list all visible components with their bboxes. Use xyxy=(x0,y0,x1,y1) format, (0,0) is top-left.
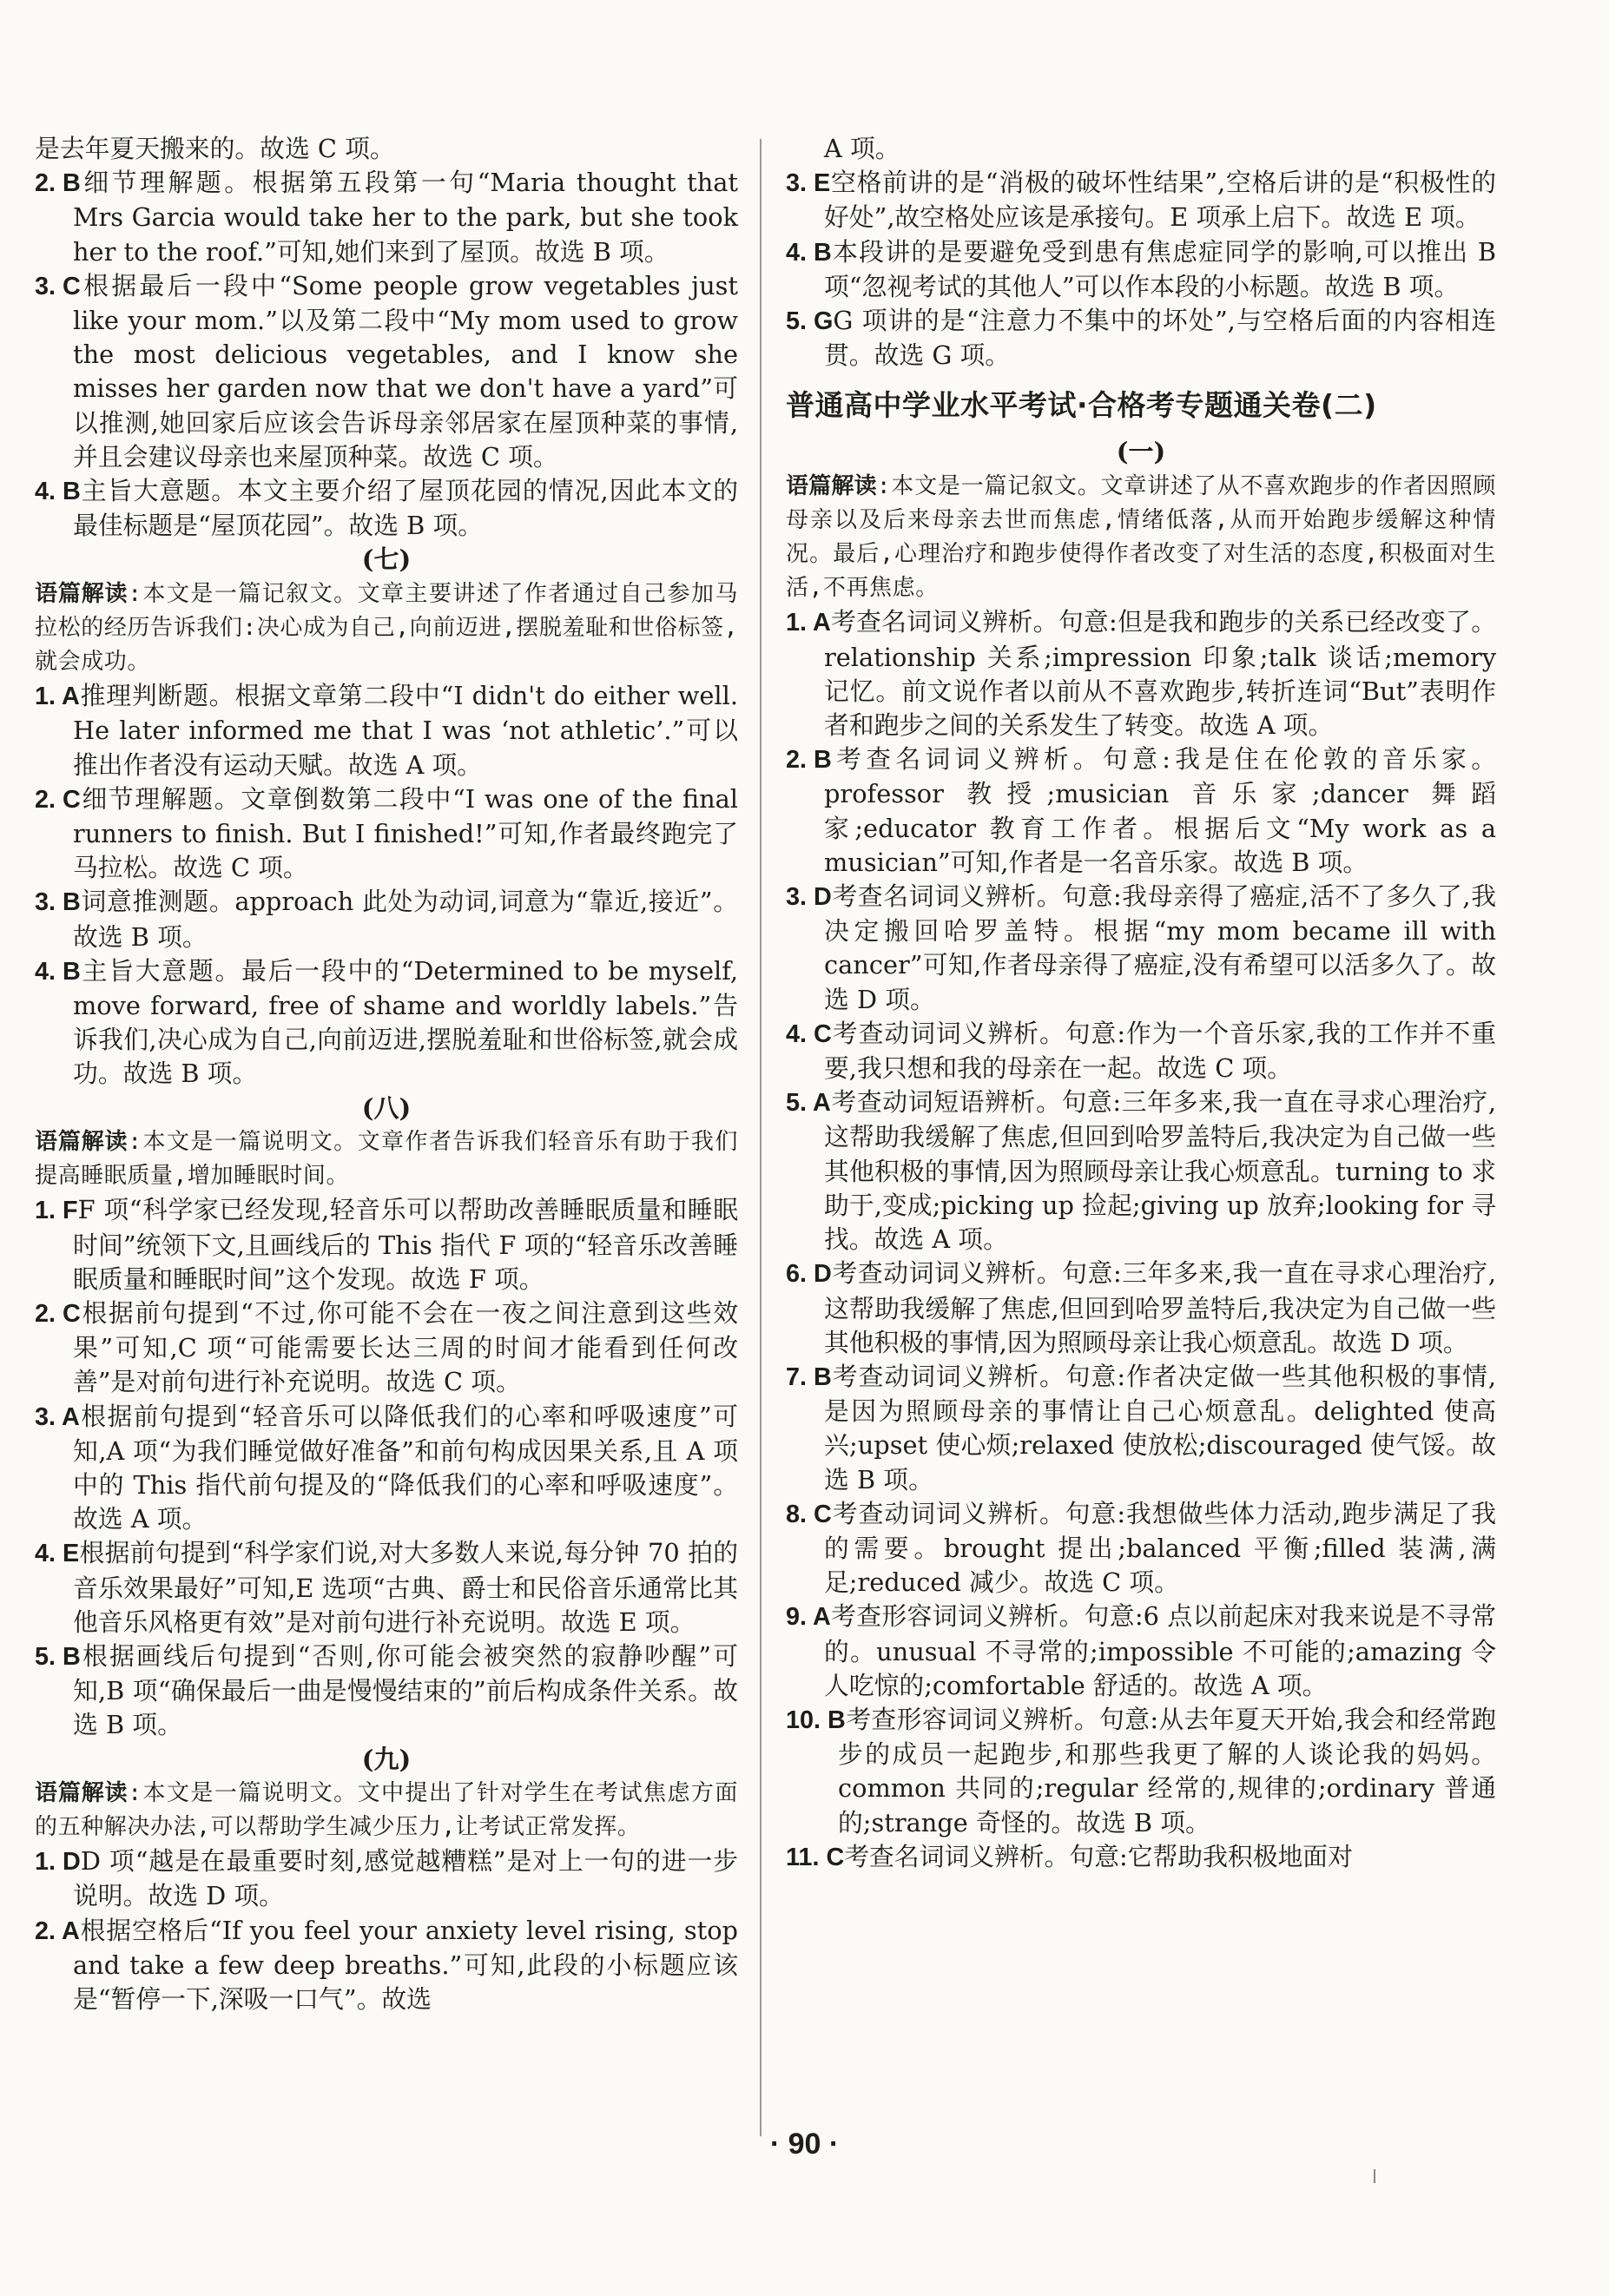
answer-text: D 项“越是在最重要时刻,感觉越糟糕”是对上一句的进一步说明。故选 D 项。 xyxy=(73,1846,738,1911)
answer-item xyxy=(35,474,738,543)
answer-item xyxy=(35,1193,738,1296)
intro-label: 语篇解读 xyxy=(786,472,877,499)
answer-text: 细节理解题。根据第五段第一句“Maria thought that Mrs Garcia would take her to the park, but she took her to the roof.”可知,她们来到了屋顶。故选 B 项。 xyxy=(73,168,738,267)
intro-label: 语篇解读 xyxy=(35,1779,129,1806)
section-heading: (九) xyxy=(361,1744,412,1774)
answer-item xyxy=(786,1085,1496,1257)
scan-mark xyxy=(1374,2169,1375,2183)
answer-item xyxy=(35,269,738,474)
answer-number: 4. B xyxy=(35,957,81,986)
answer-item xyxy=(35,954,738,1092)
section-heading: (八) xyxy=(361,1092,412,1123)
passage-intro xyxy=(35,1777,738,1844)
answer-item xyxy=(35,1914,738,2017)
continuation-text: 是去年夏天搬来的。故选 C 项。 xyxy=(35,134,395,163)
answer-number: 3. D xyxy=(786,883,832,912)
answer-number: 3. B xyxy=(35,888,81,917)
answer-number: 2. A xyxy=(35,1917,80,1945)
intro-text: :本文是一篇说明文。文章作者告诉我们轻音乐有助于我们提高睡眠质量,增加睡眠时间。 xyxy=(35,1128,738,1190)
answer-number: 3. C xyxy=(35,272,81,300)
answer-text: 考查名词词义辨析。句意:我是住在伦敦的音乐家。professor 教授;musician 音乐家;dancer 舞蹈家;educator 教育工作者。根据后文“My work as a musician”可知,作者是一名音乐家。故选 B 项。 xyxy=(824,744,1496,877)
answer-item xyxy=(35,1400,738,1537)
answer-number: 5. G xyxy=(786,307,834,336)
answer-item xyxy=(786,1703,1496,1840)
answer-text: G 项讲的是“注意力不集中的坏处”,与空格后面的内容相连贯。故选 G 项。 xyxy=(824,306,1496,371)
answer-number: 4. C xyxy=(786,1019,832,1048)
section-heading: (七) xyxy=(361,544,412,575)
answer-item xyxy=(35,782,738,886)
answer-number: 1. A xyxy=(35,683,80,711)
answer-item xyxy=(35,1844,738,1913)
answer-item xyxy=(35,679,738,782)
answer-item xyxy=(786,1017,1496,1085)
answer-text: F 项“科学家已经发现,轻音乐可以帮助改善睡眠质量和睡眠时间”统领下文,且画线后的 This 指代 F 项的“轻音乐改善睡眠质量和睡眠时间”这个发现。故选 F 项。 xyxy=(73,1195,738,1294)
passage-intro xyxy=(35,577,738,680)
answer-number: 1. A xyxy=(786,609,831,637)
answer-text: 细节理解题。文章倒数第二段中“I was one of the final runners to finish. But I finished!”可知,作者最终跑完了马拉松。故选 C 项。 xyxy=(73,783,738,883)
answer-number: 7. B xyxy=(786,1362,832,1391)
answer-text: 考查动词词义辨析。句意:作者决定做一些其他积极的事情,是因为照顾母亲的事情让自己心烦意乱。delighted 使高兴;upset 使心烦;relaxed 使放松;discouraged 使气馁。故选 B 项。 xyxy=(824,1361,1496,1494)
answer-number: 4. B xyxy=(786,238,832,267)
intro-text: :本文是一篇记叙文。文章讲述了从不喜欢跑步的作者因照顾母亲以及后来母亲去世而焦虑,情绪低落,从而开始跑步缓解这种情况。最后,心理治疗和跑步使得作者改变了对生活的态度,积极面对生活,不再焦虑。 xyxy=(786,472,1496,602)
answer-number: 5. A xyxy=(786,1089,831,1118)
left-column xyxy=(35,132,738,2016)
answer-number: 5. B xyxy=(35,1642,81,1671)
answer-text: 词意推测题。approach 此处为动词,词意为“靠近,接近”。故选 B 项。 xyxy=(73,887,738,952)
answer-item xyxy=(35,166,738,269)
answer-text: 根据前句提到“轻音乐可以降低我们的心率和呼吸速度”可知,A 项“为我们睡觉做好准备”和前句构成因果关系,且 A 项中的 This 指代前句提及的“降低我们的心率和呼吸速度”。故选 A 项。 xyxy=(73,1401,738,1534)
answer-text: 根据最后一段中“Some people grow vegetables just like your mom.”以及第二段中“My mom used to grow the most delicious vegetables, and I know she misses her garden now that we don't have a yard”可以推测,她回家后应该会告诉母亲邻居家在屋顶种菜的事情,并且会建议母亲也来屋顶种菜。故选 C 项。 xyxy=(73,270,738,472)
answer-number: 4. E xyxy=(35,1540,80,1568)
answer-item xyxy=(786,1257,1496,1360)
answer-item xyxy=(786,1840,1496,1875)
answer-number: 3. E xyxy=(786,169,831,198)
answer-text: 考查动词词义辨析。句意:我想做些体力活动,跑步满足了我的需要。brought 提出;balanced 平衡;filled 装满,满足;reduced 减少。故选 C 项。 xyxy=(824,1498,1496,1598)
answer-text: 根据前句提到“科学家们说,对大多数人来说,每分钟 70 拍的音乐效果最好”可知,E 选项“古典、爵士和民俗音乐通常比其他音乐风格更有效”是对前句进行补充说明。故选 E 项。 xyxy=(73,1538,738,1637)
answer-item xyxy=(786,880,1496,1017)
answer-item xyxy=(35,1536,738,1640)
continuation-text: A 项。 xyxy=(824,134,900,163)
answer-number: 2. C xyxy=(35,1299,81,1328)
answer-text: 空格前讲的是“消极的破坏性结果”,空格后讲的是“积极性的好处”,故空格处应该是承接句。E 项承上启下。故选 E 项。 xyxy=(824,168,1496,233)
answer-text: 考查名词词义辨析。句意:它帮助我积极地面对 xyxy=(844,1841,1353,1871)
answer-item xyxy=(786,1600,1496,1703)
answer-text: 本段讲的是要避免受到患有焦虑症同学的影响,可以推出 B 项“忽视考试的其他人”可以作本段的小标题。故选 B 项。 xyxy=(824,236,1496,301)
answer-item xyxy=(786,304,1496,373)
answer-item xyxy=(35,885,738,953)
answer-item xyxy=(786,742,1496,880)
answer-list xyxy=(786,605,1496,1875)
answer-text: 考查名词词义辨析。句意:我母亲得了癌症,活不了多久了,我决定搬回哈罗盖特。根据“my mom became ill with cancer”可知,作者母亲得了癌症,没有希望可以活多久了。故选 D 项。 xyxy=(824,881,1496,1014)
answer-number: 1. F xyxy=(35,1197,78,1225)
answer-number: 11. C xyxy=(786,1843,845,1871)
answer-text: 根据空格后“If you feel your anxiety level rising, stop and take a few deep breaths.”可知,此段的小标题应该是“暂停一下,深吸一口气”。故选 xyxy=(73,1915,738,2014)
answer-item xyxy=(35,1640,738,1743)
answer-text: 主旨大意题。本文主要介绍了屋顶花园的情况,因此本文的最佳标题是“屋顶花园”。故选 B 项。 xyxy=(73,476,738,541)
answer-number: 2. B xyxy=(35,169,81,198)
answer-number: 2. C xyxy=(35,785,81,814)
answer-number: 1. D xyxy=(35,1848,81,1877)
answer-text: 根据前句提到“不过,你可能不会在一夜之间注意到这些效果”可知,C 项“可能需要长达三周的时间才能看到任何改善”是对前句进行补充说明。故选 C 项。 xyxy=(73,1297,738,1397)
answer-text: 主旨大意题。最后一段中的“Determined to be myself, move forward, free of shame and worldly labels.”告诉我们,决心成为自己,向前迈进,摆脱羞耻和世俗标签,就会成功。故选 B 项。 xyxy=(73,955,738,1089)
answer-item xyxy=(786,1360,1496,1497)
answer-item xyxy=(786,605,1496,742)
page-number: · 90 · xyxy=(769,2128,840,2161)
intro-label: 语篇解读 xyxy=(35,1128,129,1155)
passage-intro xyxy=(35,1125,738,1193)
answer-text: 考查动词短语辨析。句意:三年多来,我一直在寻求心理治疗,这帮助我缓解了焦虑,但回到哈罗盖特后,我决定为自己做一些其他积极的事情,因为照顾母亲让我心烦意乱。turning to 求助于,变成;picking up 捡起;giving up 放弃;looking for 寻找。故选 A 项。 xyxy=(824,1087,1496,1255)
answer-number: 3. A xyxy=(35,1402,80,1431)
answer-item xyxy=(786,166,1496,234)
answer-number: 2. B xyxy=(786,746,832,775)
answer-text: 根据画线后句提到“否则,你可能会被突然的寂静吵醒”可知,B 项“确保最后一曲是慢慢结束的”前后构成条件关系。故选 B 项。 xyxy=(73,1640,738,1740)
answer-number: 6. D xyxy=(786,1260,832,1289)
answer-item xyxy=(35,1296,738,1400)
section-heading: (一) xyxy=(1116,437,1166,467)
answer-text: 考查名词词义辨析。句意:但是我和跑步的关系已经改变了。relationship 关系;impression 印象;talk 谈话;memory 记忆。前文说作者以前从不喜欢跑步,转折连词“But”表明作者和跑步之间的关系发生了转变。故选 A 项。 xyxy=(824,607,1496,741)
intro-text: :本文是一篇记叙文。文章主要讲述了作者通过自己参加马拉松的经历告诉我们:决心成为自己,向前迈进,摆脱羞耻和世俗标签,就会成功。 xyxy=(35,580,738,676)
intro-text: :本文是一篇说明文。文中提出了针对学生在考试焦虑方面的五种解决办法,可以帮助学生减少压力,让考试正常发挥。 xyxy=(35,1779,738,1840)
answer-number: 9. A xyxy=(786,1603,831,1632)
answer-text: 考查形容词词义辨析。句意:6 点以前起床对我来说是不寻常的。unusual 不寻常的;impossible 不可能的;amazing 令人吃惊的;comfortable 舒适的。故选 A 项。 xyxy=(824,1601,1496,1700)
answer-item xyxy=(786,235,1496,304)
column-divider xyxy=(760,139,762,2136)
passage-intro xyxy=(786,470,1496,606)
intro-label: 语篇解读 xyxy=(35,580,129,607)
right-column xyxy=(786,132,1496,1875)
answer-text: 考查形容词词义辨析。句意:从去年夏天开始,我会和经常跑步的成员一起跑步,和那些我更了解的人谈论我的妈妈。common 共同的;regular 经常的,规律的;ordinary 普通的;strange 奇怪的。故选 B 项。 xyxy=(838,1704,1496,1837)
answer-item xyxy=(786,1497,1496,1600)
answer-number: 4. B xyxy=(35,478,81,506)
answer-number: 10. B xyxy=(786,1706,846,1734)
answer-number: 8. C xyxy=(786,1500,832,1528)
answer-text: 推理判断题。根据文章第二段中“I didn't do either well. He later informed me that I was ‘not athletic’.”可以推出作者没有运动天赋。故选 A 项。 xyxy=(73,681,738,780)
answer-text: 考查动词词义辨析。句意:三年多来,我一直在寻求心理治疗,这帮助我缓解了焦虑,但回到哈罗盖特后,我决定为自己做一些其他积极的事情,因为照顾母亲让我心烦意乱。故选 D 项。 xyxy=(824,1258,1496,1357)
exam-title: 普通高中学业水平考试·合格考专题通关卷(二) xyxy=(786,388,1377,423)
answer-text: 考查动词词义辨析。句意:作为一个音乐家,我的工作并不重要,我只想和我的母亲在一起。故选 C 项。 xyxy=(824,1018,1496,1084)
